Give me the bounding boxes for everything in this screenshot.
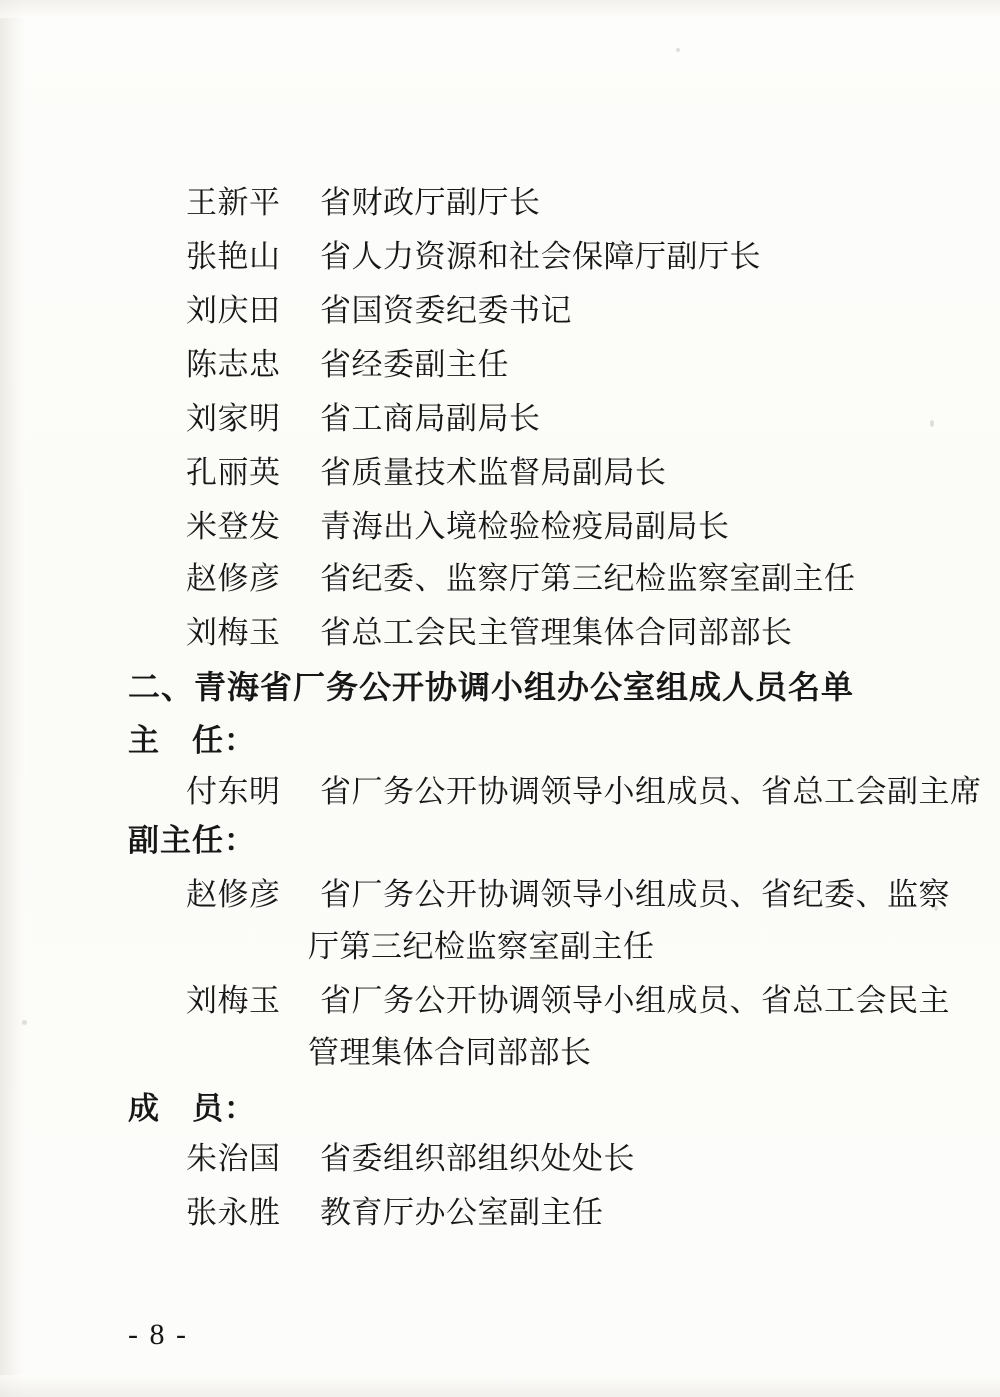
page-number: - 8 - [128,1318,188,1351]
role-label-member: 成 员： [128,1091,256,1126]
roster-entry-title: 省工商局副局长 [320,401,541,436]
roster-entry-name: 刘家明 [186,401,281,436]
roster-entry-title: 省经委副主任 [320,347,509,382]
roster-entry-title: 省质量技术监督局副局长 [320,455,667,490]
section-heading: 二、青海省厂务公开协调小组办公室组成人员名单 [128,669,855,705]
roster-entry-title: 省委组织部组织处处长 [320,1141,635,1176]
roster-entry [186,1196,604,1230]
roster-entry-title: 省纪委、监察厅第三纪检监察室副主任 [320,561,856,596]
roster-entry-name: 赵修彦 [186,877,281,912]
roster-entry-title-continuation: 管理集体合同部部长 [308,1035,592,1070]
roster-entry [186,402,541,436]
roster-entry-title-line1: 省厂务公开协调领导小组成员、省纪委、监察 [320,877,950,912]
roster-entry-name: 米登发 [186,509,281,544]
roster-entry-title: 青海出入境检验检疫局副局长 [320,509,730,544]
roster-entry [186,186,541,220]
roster-entry-name: 陈志忠 [186,347,281,382]
roster-entry-title: 省人力资源和社会保障厅副厅长 [320,239,761,274]
roster-entry-name: 付东明 [186,774,281,809]
roster-entry-name: 张永胜 [186,1195,281,1230]
roster-entry-title: 省国资委纪委书记 [320,293,572,328]
roster-entry-name: 刘庆田 [186,293,281,328]
roster-entry-name: 王新平 [186,185,281,220]
roster-entry-name: 张艳山 [186,239,281,274]
roster-entry [186,348,509,382]
roster-entry-title: 省财政厅副厅长 [320,185,541,220]
roster-entry-name: 刘梅玉 [186,615,281,650]
roster-entry [186,240,761,274]
roster-entry-title: 省总工会民主管理集体合同部部长 [320,615,793,650]
roster-entry [186,878,950,912]
roster-entry [186,616,793,650]
roster-entry [186,775,982,809]
roster-entry [186,510,730,544]
roster-entry [186,984,950,1018]
roster-entry [186,562,856,596]
roster-entry-title-continuation: 厅第三纪检监察室副主任 [308,929,655,964]
roster-entry [186,1142,635,1176]
roster-entry-title: 教育厅办公室副主任 [320,1195,604,1230]
roster-entry-name: 赵修彦 [186,561,281,596]
roster-entry-name: 孔丽英 [186,455,281,490]
roster-entry [186,294,572,328]
roster-entry-title-line1: 省厂务公开协调领导小组成员、省总工会民主 [320,983,950,1018]
roster-entry-name: 朱治国 [186,1141,281,1176]
role-label-deputy-director: 副主任： [128,823,256,858]
roster-entry-title: 省厂务公开协调领导小组成员、省总工会副主席 [320,774,982,809]
roster-entry [186,456,667,490]
roster-entry-name: 刘梅玉 [186,983,281,1018]
role-label-director: 主 任： [128,723,256,758]
